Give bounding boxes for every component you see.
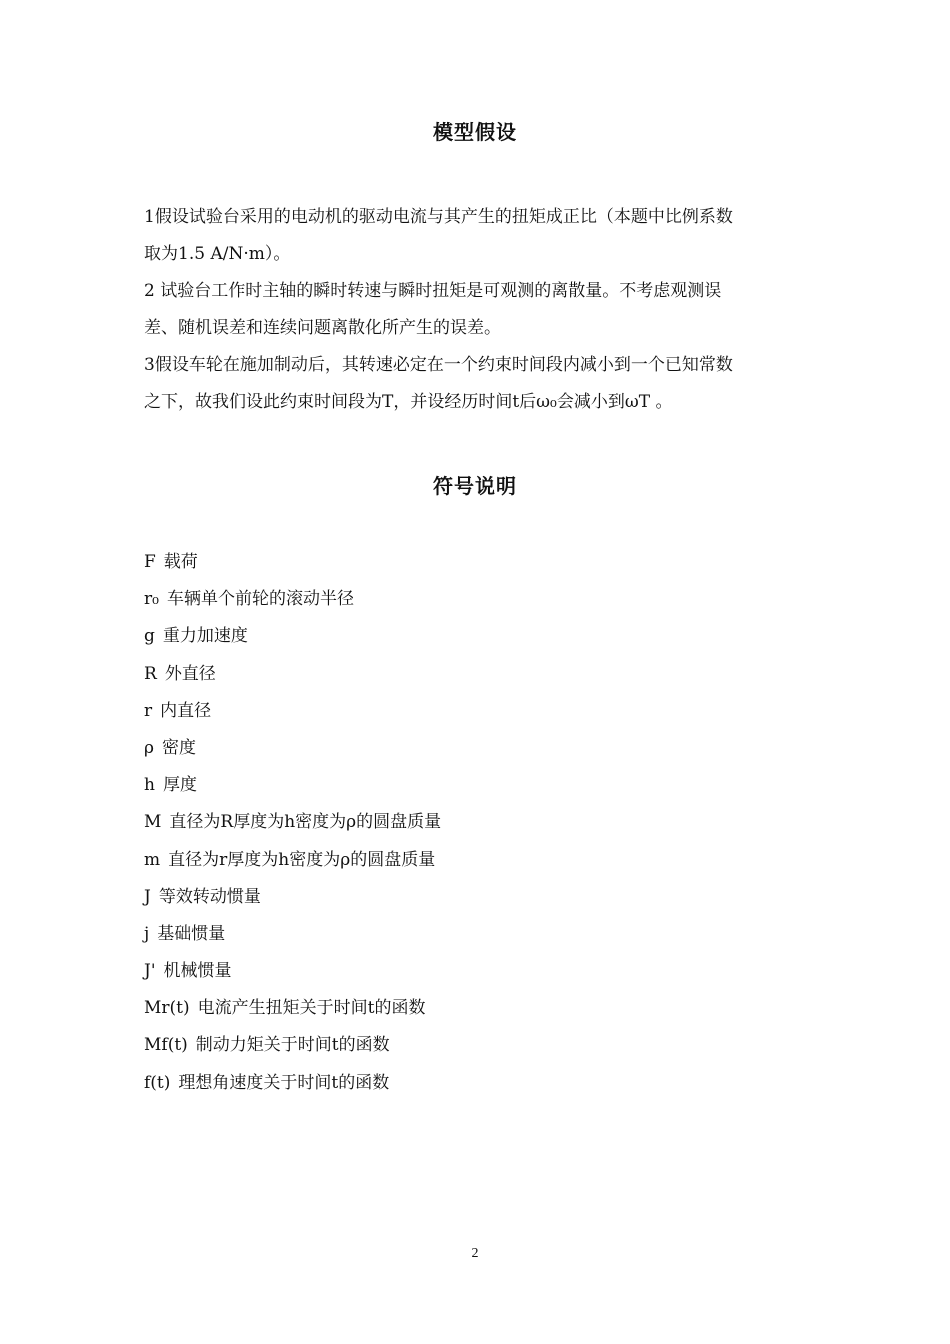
assumption-2-line-2: 差、随机误差和连续问题离散化所产生的误差。 bbox=[144, 318, 501, 338]
symbol: g bbox=[144, 626, 155, 647]
symbol-item bbox=[144, 660, 441, 697]
symbol-item bbox=[144, 994, 441, 1031]
symbol-desc: 外直径 bbox=[164, 663, 216, 684]
assumption-1-line-2: 取为1.5 A/N·m）。 bbox=[144, 244, 291, 264]
symbol: Mr(t) bbox=[144, 998, 190, 1019]
symbol: J bbox=[144, 886, 151, 907]
symbol-item bbox=[144, 622, 441, 659]
symbol-desc: 电流产生扭矩关于时间t的函数 bbox=[197, 998, 426, 1019]
assumptions-heading: 模型假设 bbox=[433, 120, 517, 144]
symbol-desc: 机械惯量 bbox=[163, 961, 232, 982]
assumption-2 bbox=[144, 273, 810, 347]
symbol-desc: 直径为r厚度为h密度为ρ的圆盘质量 bbox=[168, 849, 436, 870]
symbols-heading: 符号说明 bbox=[433, 474, 517, 498]
assumption-1-line-1: 1假设试验台采用的电动机的驱动电流与其产生的扭矩成正比（本题中比例系数 bbox=[144, 207, 733, 227]
symbol: Mf(t) bbox=[144, 1035, 188, 1056]
symbol-desc: 制动力矩关于时间t的函数 bbox=[195, 1035, 390, 1056]
symbol-desc: 车辆单个前轮的滚动半径 bbox=[166, 589, 354, 610]
assumption-2-line-1: 2 试验台工作时主轴的瞬时转速与瞬时扭矩是可观测的离散量。不考虑观测误 bbox=[144, 281, 722, 301]
symbol-desc: 重力加速度 bbox=[162, 626, 248, 647]
symbol-item bbox=[144, 808, 441, 845]
symbol: h bbox=[144, 775, 155, 796]
symbol: r bbox=[144, 700, 153, 721]
assumption-3-line-1: 3假设车轮在施加制动后，其转速必定在一个约束时间段内减小到一个已知常数 bbox=[144, 355, 733, 375]
symbol: m bbox=[144, 849, 161, 870]
symbol-item bbox=[144, 548, 441, 585]
symbol-desc: 载荷 bbox=[163, 552, 198, 572]
symbol-item bbox=[144, 846, 441, 883]
symbol-item bbox=[144, 771, 441, 808]
symbol-item bbox=[144, 920, 441, 957]
symbol: r₀ bbox=[144, 589, 159, 610]
symbol-item bbox=[144, 734, 441, 771]
symbol-item bbox=[144, 957, 441, 994]
symbol: f(t) bbox=[144, 1072, 171, 1093]
symbol: M bbox=[144, 812, 162, 833]
assumption-1 bbox=[144, 199, 810, 273]
symbol-desc: 密度 bbox=[162, 737, 196, 758]
symbol-desc: 理想角速度关于时间t的函数 bbox=[178, 1072, 390, 1093]
symbol-item bbox=[144, 883, 441, 920]
page-number: 2 bbox=[471, 1246, 479, 1261]
assumption-3 bbox=[144, 347, 810, 421]
symbol-item bbox=[144, 585, 441, 622]
assumption-3-line-2: 之下，故我们设此约束时间段为T，并设经历时间t后ω₀会减小到ωT 。 bbox=[144, 392, 673, 412]
symbol-desc: 直径为R厚度为h密度为ρ的圆盘质量 bbox=[169, 812, 442, 833]
symbol-desc: 内直径 bbox=[160, 700, 212, 721]
symbol: J' bbox=[144, 961, 156, 982]
symbol: F bbox=[144, 552, 156, 572]
symbol-list bbox=[144, 548, 441, 1106]
symbol-desc: 等效转动惯量 bbox=[158, 886, 261, 907]
symbol-desc: 厚度 bbox=[162, 775, 197, 796]
symbol-item bbox=[144, 1069, 441, 1106]
symbol-item bbox=[144, 1031, 441, 1068]
symbol-item bbox=[144, 697, 441, 734]
symbol: R bbox=[144, 663, 157, 684]
symbol: ρ bbox=[144, 737, 154, 758]
symbol: j bbox=[144, 923, 150, 944]
symbol-desc: 基础惯量 bbox=[157, 923, 226, 944]
